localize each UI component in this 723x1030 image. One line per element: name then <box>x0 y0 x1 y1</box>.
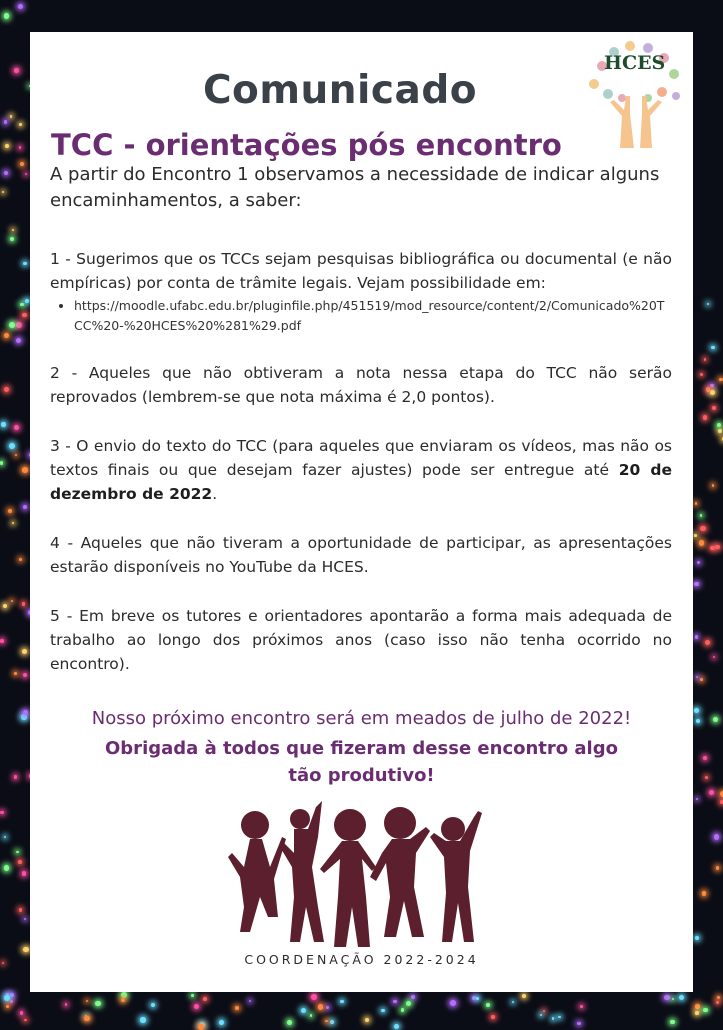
fairy-light-dot <box>249 1000 251 1002</box>
signature: COORDENAÇÃO 2022-2024 <box>244 952 479 967</box>
fairy-light-dot <box>25 299 29 303</box>
fairy-light-dot <box>9 322 15 328</box>
fairy-light-dot <box>12 522 14 524</box>
fairy-light-dot <box>4 387 9 392</box>
fairy-light-dot <box>394 1024 399 1029</box>
fairy-light-dot <box>5 144 10 149</box>
fairy-light-dot <box>704 358 707 361</box>
fairy-light-dot <box>710 546 714 550</box>
fairy-light-dot <box>703 1008 707 1012</box>
fairy-light-dot <box>8 509 12 513</box>
fairy-light-dot <box>20 303 23 306</box>
fairy-light-dot <box>0 811 4 815</box>
fairy-light-dot <box>696 676 698 678</box>
fairy-light-dot <box>664 995 669 1000</box>
fairy-light-dot <box>95 1001 100 1006</box>
fairy-light-dot <box>486 1003 490 1007</box>
fairy-light-dot <box>476 997 479 1000</box>
fairy-light-dot <box>0 461 3 464</box>
item-3-period: . <box>212 485 218 503</box>
fairy-light-dot <box>577 1022 580 1025</box>
fairy-light-dot <box>699 540 705 546</box>
fairy-light-dot <box>717 423 721 427</box>
fairy-light-dot <box>140 1017 145 1022</box>
fairy-light-dot <box>22 602 25 605</box>
fairy-light-dot <box>318 1004 324 1010</box>
fairy-light-dot <box>11 600 13 602</box>
page-title: Comunicado <box>202 68 478 113</box>
fairy-light-dot <box>311 994 317 1000</box>
fairy-light-dot <box>23 673 27 677</box>
fairy-light-dot <box>718 429 722 433</box>
fairy-light-dot <box>23 262 27 266</box>
fairy-light-dot <box>194 1004 200 1010</box>
fairy-light-dot <box>714 834 720 840</box>
fairy-light-dot <box>4 865 9 870</box>
fairy-light-dot <box>695 635 699 639</box>
fairy-light-dot <box>121 998 125 1002</box>
page-subtitle: TCC - orientações pós encontro <box>51 128 562 162</box>
fairy-light-dot <box>10 115 12 117</box>
fairy-light-dot <box>310 1014 312 1016</box>
fairy-light-dot <box>16 322 22 328</box>
fairy-light-dot <box>695 1004 700 1009</box>
fairy-light-dot <box>705 776 708 779</box>
fairy-light-dot <box>19 908 23 912</box>
fairy-light-dot <box>10 993 14 997</box>
fairy-light-dot <box>340 1000 344 1004</box>
fairy-light-dot <box>712 406 716 410</box>
fairy-light-dot <box>10 1000 13 1003</box>
fairy-light-dot <box>695 502 697 504</box>
thank-you-note: Obrigada à todos que fizeram desse encontro algo tão produtivo! <box>105 738 618 786</box>
fairy-light-dot <box>700 526 706 532</box>
fairy-light-dot <box>14 775 18 779</box>
fairy-light-dot <box>710 390 715 395</box>
fairy-light-dot <box>4 120 8 124</box>
fairy-light-dot <box>703 756 707 760</box>
fairy-light-dot <box>22 649 27 654</box>
next-meeting-note: Nosso próximo encontro será em meados de julho de 2022! <box>91 708 632 729</box>
fairy-light-dot <box>679 995 684 1000</box>
fairy-light-dot <box>84 1016 90 1022</box>
fairy-light-dot <box>15 454 17 456</box>
fairy-light-dot <box>2 962 4 964</box>
fairy-light-dot <box>694 708 699 713</box>
fairy-light-dot <box>411 995 415 999</box>
item-3 <box>50 434 672 506</box>
fairy-light-dot <box>696 798 698 800</box>
fairy-light-dot <box>700 678 703 681</box>
fairy-light-dot <box>695 1011 698 1014</box>
fairy-light-dot <box>580 1005 583 1008</box>
item-1-link[interactable]: • https://moodle.ufabc.edu.br/pluginfile.php/451519/mod_resource/content/2/Comunicado%20TCC%20-%20HCES%20%281%29.pdf <box>74 296 672 336</box>
item-3-deadline: 20 de dezembro de 2022 <box>50 461 672 503</box>
fairy-light-dot <box>716 866 720 870</box>
fairy-light-dot <box>151 1003 155 1007</box>
fairy-light-dot <box>715 545 720 550</box>
fairy-light-dot <box>4 333 9 338</box>
fairy-light-dot <box>23 505 27 509</box>
fairy-light-dot <box>14 672 17 675</box>
fairy-light-dot <box>198 1024 204 1030</box>
fairy-light-dot <box>381 1009 385 1013</box>
intro-paragraph: A partir do Encontro 1 observamos a necessidade de indicar alguns encaminhamentos, a saber: <box>50 164 660 211</box>
item-3-text: 3 - O envio do texto do TCC (para aqueles que enviaram os vídeos, mas não os textos finais ou que desejam fazer ajustes) pode ser entregue até <box>50 437 672 479</box>
fairy-light-dot <box>703 415 707 419</box>
fairy-light-dot <box>203 997 207 1001</box>
fairy-light-dot <box>0 639 4 643</box>
fairy-light-dot <box>543 1010 545 1012</box>
item-5: 5 - Em breve os tutores e orientadores apontarão a forma mais adequada de trabalho ao longo dos próximos anos (caso isso não tenha ocorrido no encontro). <box>50 607 672 673</box>
fairy-light-dot <box>6 1005 9 1008</box>
fairy-light-dot <box>696 719 700 723</box>
fairy-light-dot <box>86 1000 88 1002</box>
fairy-light-dot <box>695 936 699 940</box>
fairy-light-dot <box>19 123 23 127</box>
fairy-light-dot <box>4 171 8 175</box>
fairy-light-dot <box>16 851 19 854</box>
fairy-light-dot <box>472 996 476 1000</box>
fairy-light-dot <box>325 1020 327 1022</box>
fairy-light-dot <box>450 1000 456 1006</box>
fairy-light-dot <box>18 4 24 10</box>
fairy-light-dot <box>12 229 14 231</box>
fairy-light-dot <box>14 425 19 430</box>
fairy-light-dot <box>558 1016 561 1019</box>
fairy-light-dot <box>713 717 719 723</box>
fairy-light-dot <box>717 996 721 1000</box>
fairy-light-dot <box>330 1020 334 1024</box>
fairy-light-dot <box>2 191 4 193</box>
fairy-light-dot <box>552 1017 554 1019</box>
fairy-light-dot <box>719 378 723 382</box>
fairy-light-dot <box>700 514 703 517</box>
fairy-light-dot <box>702 891 706 895</box>
fairy-light-dot <box>287 1020 292 1025</box>
fairy-light-dot <box>4 836 6 838</box>
fairy-light-dot <box>20 1011 23 1014</box>
announcement-card <box>30 32 693 992</box>
fairy-light-dot <box>705 640 710 645</box>
fairy-light-dot <box>23 947 28 952</box>
fairy-light-dot <box>694 534 697 537</box>
fairy-light-dot <box>19 558 22 561</box>
fairy-light-dot <box>24 1019 27 1022</box>
fairy-light-dot <box>694 582 699 587</box>
fairy-light-dot <box>1 422 6 427</box>
item-1: 1 - Sugerimos que os TCCs sejam pesquisas bibliográfica ou documental (e não empíricas) por conta de trâmite legais. Vejam possibilidade em: <box>50 250 672 292</box>
fairy-light-dot <box>712 484 715 487</box>
fairy-light-dot <box>709 790 714 795</box>
fairy-light-dot <box>18 860 22 864</box>
fairy-light-dot <box>25 173 27 175</box>
item-1-links <box>50 296 672 336</box>
fairy-light-dot <box>713 656 715 658</box>
fairy-light-dot <box>191 994 194 997</box>
fairy-light-dot <box>65 1003 68 1006</box>
fairy-light-dot <box>522 994 526 998</box>
fairy-light-dot <box>22 467 28 473</box>
fairy-light-dot <box>19 146 22 149</box>
fairy-light-dot <box>710 384 714 388</box>
fairy-light-dot <box>670 1020 675 1025</box>
items-list <box>50 247 672 701</box>
fairy-light-dot <box>707 303 709 305</box>
fairy-light-dot <box>393 1000 396 1003</box>
fairy-light-dot <box>24 918 26 920</box>
fairy-light-dot <box>23 710 28 715</box>
fairy-light-dot <box>491 1015 494 1018</box>
fairy-light-dot <box>365 1018 369 1022</box>
item-2: 2 - Aqueles que não obtiveram a nota nessa etapa do TCC não serão reprovados (lembrem-se que nota máxima é 2,0 pontos). <box>50 364 672 406</box>
fairy-light-dot <box>235 1006 239 1010</box>
fairy-light-dot <box>301 1008 306 1013</box>
fairy-light-dot <box>4 13 9 18</box>
logo-text: HCES <box>604 52 666 74</box>
fairy-light-dot <box>700 373 703 376</box>
fairy-light-dot <box>219 1020 224 1025</box>
fairy-light-dot <box>326 1006 329 1009</box>
fairy-light-dot <box>672 998 674 1000</box>
fairy-light-dot <box>406 1001 411 1006</box>
fairy-light-dot <box>21 714 26 719</box>
fairy-light-dot <box>3 604 7 608</box>
fairy-light-dot <box>4 995 10 1001</box>
fairy-light-dot <box>14 68 19 73</box>
fairy-light-dot <box>20 162 24 166</box>
dancers-silhouette-image <box>220 797 490 952</box>
fairy-light-dot <box>512 1001 515 1004</box>
fairy-light-dot <box>9 443 15 449</box>
fairy-light-dot <box>22 313 26 317</box>
fairy-light-dot <box>697 561 700 564</box>
fairy-light-dot <box>16 338 21 343</box>
fairy-light-dot <box>22 871 26 875</box>
fairy-light-dot <box>401 1008 404 1011</box>
fairy-light-dot <box>711 346 714 349</box>
fairy-light-dot <box>540 1014 542 1016</box>
fairy-light-dot <box>10 237 14 241</box>
fairy-light-dot <box>716 1001 719 1004</box>
item-4: 4 - Aqueles que não tiveram a oportunidade de participar, as apresentações estarão disponíveis no YouTube da HCES. <box>50 534 672 576</box>
